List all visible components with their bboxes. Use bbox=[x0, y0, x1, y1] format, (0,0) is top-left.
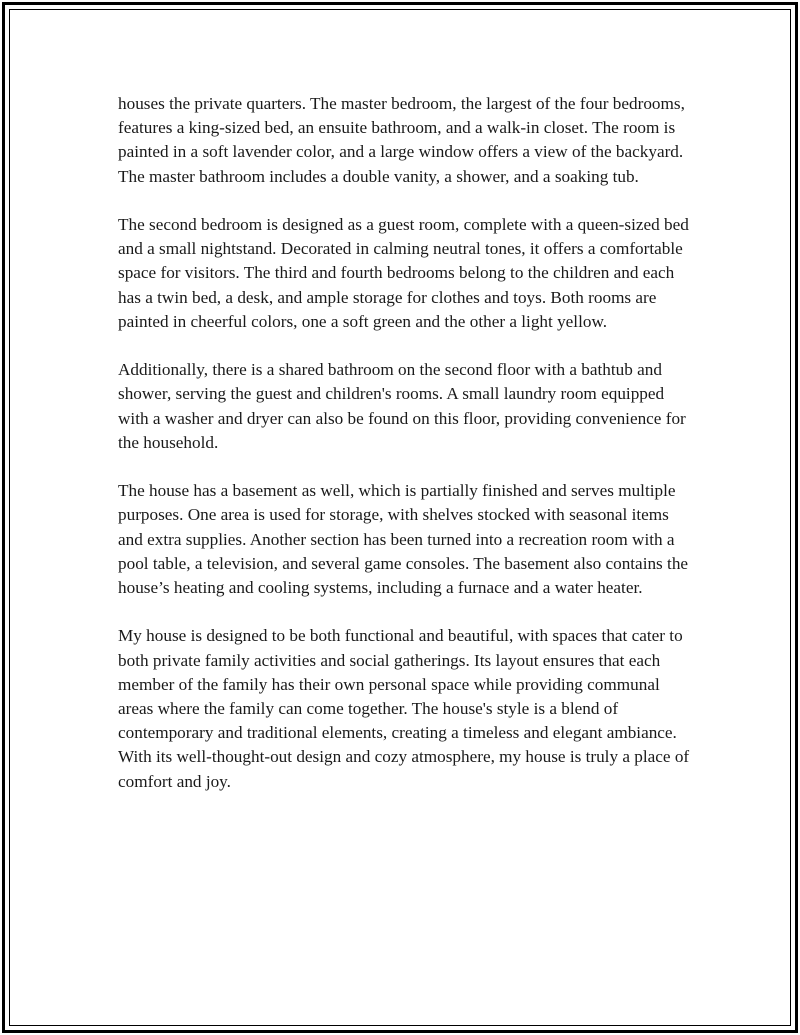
paragraph-shared-bathroom-laundry: Additionally, there is a shared bathroom on the second floor with a bathtub and shower, serving the guest and children's rooms. A small laundry room equipped with a washer and dryer can also be found on this floor, providing convenience for the household. bbox=[118, 360, 686, 452]
paragraph-guest-and-children-bedrooms: The second bedroom is designed as a guest room, complete with a queen-sized bed and a small nightstand. Decorated in calming neutral tones, it offers a comfortable space for visitors. The third and fourth bedrooms belong to the children and each has a twin bed, a desk, and ample storage for clothes and toys. Both rooms are painted in cheerful colors, one a soft green and the other a light yellow. bbox=[118, 215, 689, 331]
paragraph-private-quarters: houses the private quarters. The master bedroom, the largest of the four bedrooms, features a king-sized bed, an ensuite bathroom, and a walk-in closet. The room is painted in a soft lavender color, and a large window offers a view of the backyard. The master bathroom includes a double vanity, a shower, and a soaking tub. bbox=[118, 94, 685, 186]
paragraph-basement: The house has a basement as well, which is partially finished and serves multiple purposes. One area is used for storage, with shelves stocked with seasonal items and extra supplies. Another section has been turned into a recreation room with a pool table, a television, and several game consoles. The basement also contains the house’s heating and cooling systems, including a furnace and a water heater. bbox=[118, 481, 689, 598]
paragraph-conclusion: My house is designed to be both functional and beautiful, with spaces that cater to both private family activities and social gatherings. Its layout ensures that each member of the family has their own personal space while providing communal areas where the family can come together. The house's style is a blend of contemporary and traditional elements, creating a timeless and elegant ambiance. With its well-thought-out design and cozy atmosphere, my house is truly a place of comfort and joy. bbox=[118, 626, 690, 791]
document-body bbox=[118, 92, 690, 818]
